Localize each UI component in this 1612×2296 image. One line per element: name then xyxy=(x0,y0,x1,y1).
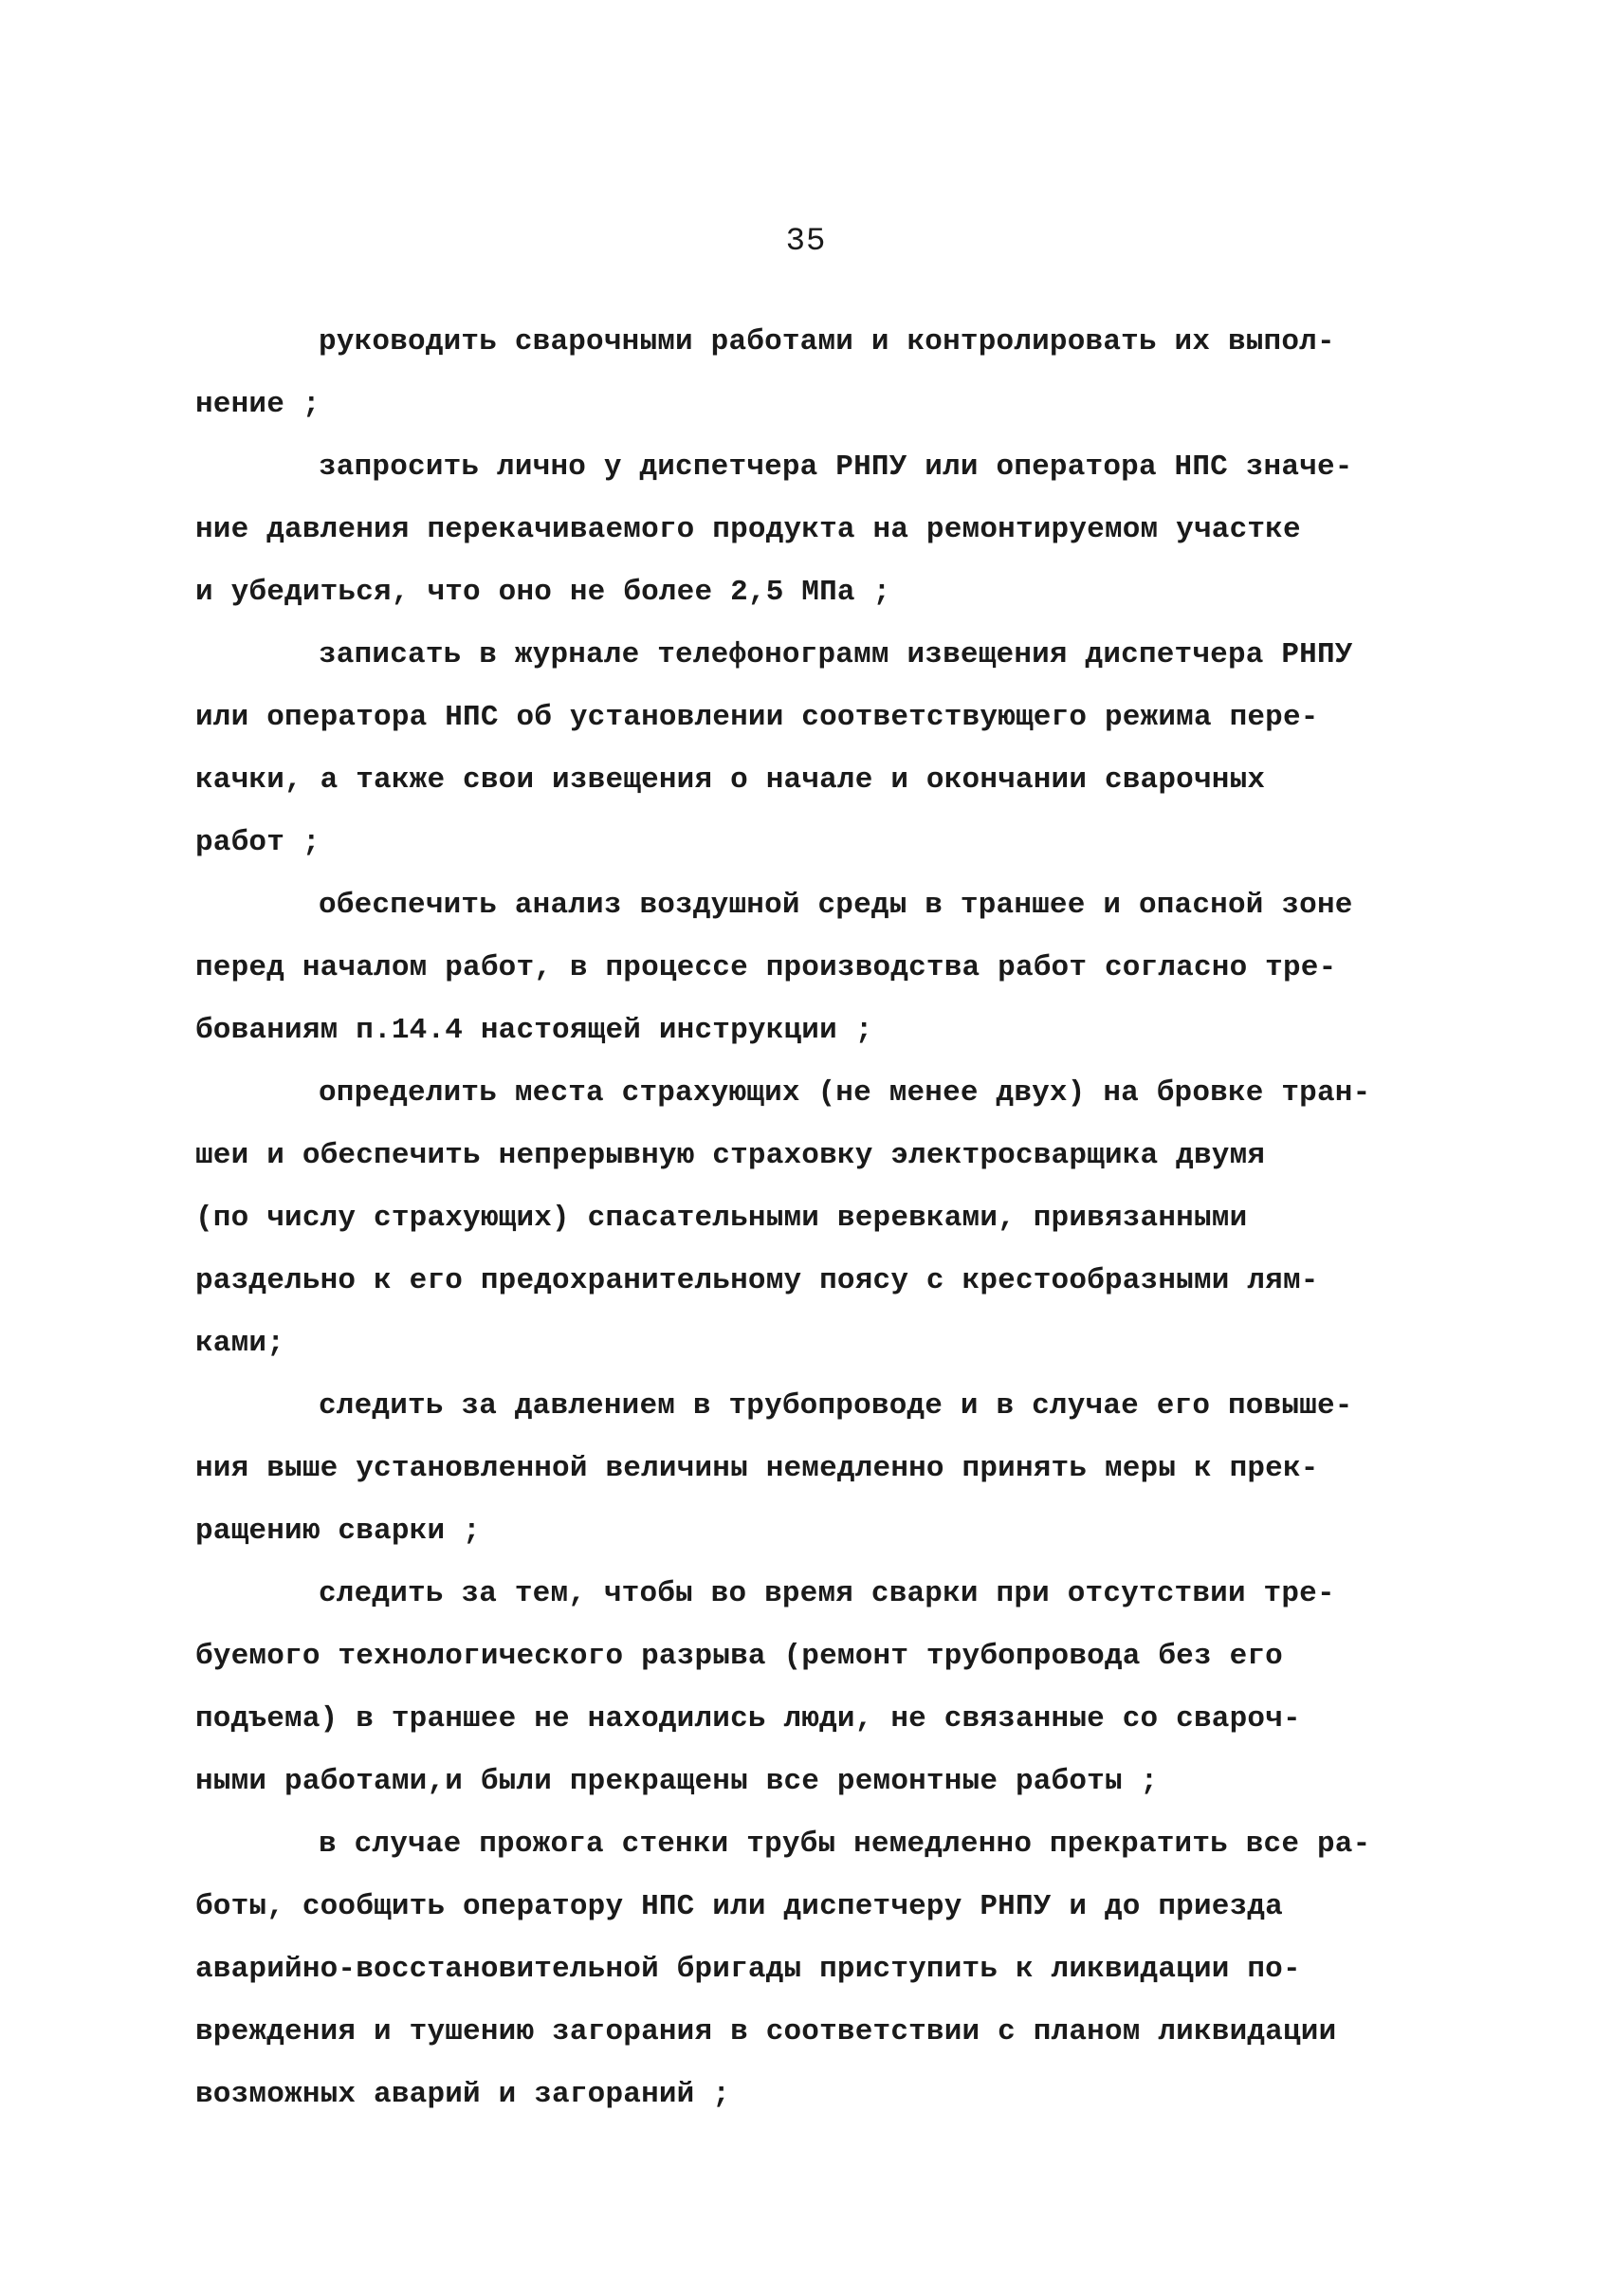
paragraph-safety-ropes xyxy=(195,1062,1428,1375)
paragraph-telephonogram-log xyxy=(195,624,1428,874)
text-line: руководить сварочными работами и контролировать их выпол- xyxy=(319,325,1335,358)
paragraph-pressure-request xyxy=(195,436,1428,624)
text-line: перед началом работ, в процессе производства работ согласно тре- xyxy=(195,951,1337,984)
text-line: записать в журнале телефонограмм извещения диспетчера РНПУ xyxy=(319,638,1353,671)
text-line: нение ; xyxy=(195,388,321,421)
text-line: ращению сварки ; xyxy=(195,1515,481,1548)
text-line: раздельно к его предохранительному поясу с крестообразными лям- xyxy=(195,1264,1319,1297)
paragraph-pressure-monitoring xyxy=(195,1375,1428,1563)
paragraph-welding-supervision xyxy=(195,311,1428,436)
paragraph-burn-through xyxy=(195,1813,1428,2126)
text-line: или оператора НПС об установлении соответствующего режима пере- xyxy=(195,701,1319,734)
text-line: буемого технологического разрыва (ремонт трубопровода без его xyxy=(195,1640,1283,1673)
text-line: ными работами,и были прекращены все ремонтные работы ; xyxy=(195,1765,1159,1798)
text-line: следить за давлением в трубопроводе и в случае его повыше- xyxy=(319,1389,1353,1423)
text-line: определить места страхующих (не менее двух) на бровке тран- xyxy=(319,1076,1371,1110)
text-line: ками; xyxy=(195,1327,285,1360)
text-line: (по числу страхующих) спасательными веревками, привязанными xyxy=(195,1202,1248,1235)
document-body xyxy=(195,311,1428,2126)
text-line: шеи и обеспечить непрерывную страховку электросварщика двумя xyxy=(195,1139,1266,1172)
text-line: в случае прожога стенки трубы немедленно прекратить все ра- xyxy=(319,1828,1371,1861)
text-line: боты, сообщить оператору НПС или диспетчеру РНПУ и до приезда xyxy=(195,1890,1283,1923)
page-number: 35 xyxy=(785,224,827,260)
text-line: возможных аварий и загораний ; xyxy=(195,2078,731,2111)
paragraph-air-analysis xyxy=(195,874,1428,1062)
text-line: бованиям п.14.4 настоящей инструкции ; xyxy=(195,1014,873,1047)
text-line: следить за тем, чтобы во время сварки при отсутствии тре- xyxy=(319,1577,1335,1610)
paragraph-trench-clearance xyxy=(195,1563,1428,1813)
text-line: аварийно-восстановительной бригады приступить к ликвидации по- xyxy=(195,1953,1301,1986)
text-line: качки, а также свои извещения о начале и окончании сварочных xyxy=(195,763,1266,797)
text-line: работ ; xyxy=(195,826,321,859)
text-line: и убедиться, что оно не более 2,5 МПа ; xyxy=(195,576,891,609)
text-line: вреждения и тушению загорания в соответствии с планом ликвидации xyxy=(195,2015,1337,2048)
text-line: ние давления перекачиваемого продукта на ремонтируемом участке xyxy=(195,513,1301,546)
text-line: запросить лично у диспетчера РНПУ или оператора НПС значе- xyxy=(319,450,1353,484)
text-line: подъема) в траншее не находились люди, не связанные со сварoч- xyxy=(195,1702,1301,1736)
text-line: обеспечить анализ воздушной среды в траншее и опасной зоне xyxy=(319,889,1353,922)
text-line: ния выше установленной величины немедленно принять меры к прек- xyxy=(195,1452,1319,1485)
